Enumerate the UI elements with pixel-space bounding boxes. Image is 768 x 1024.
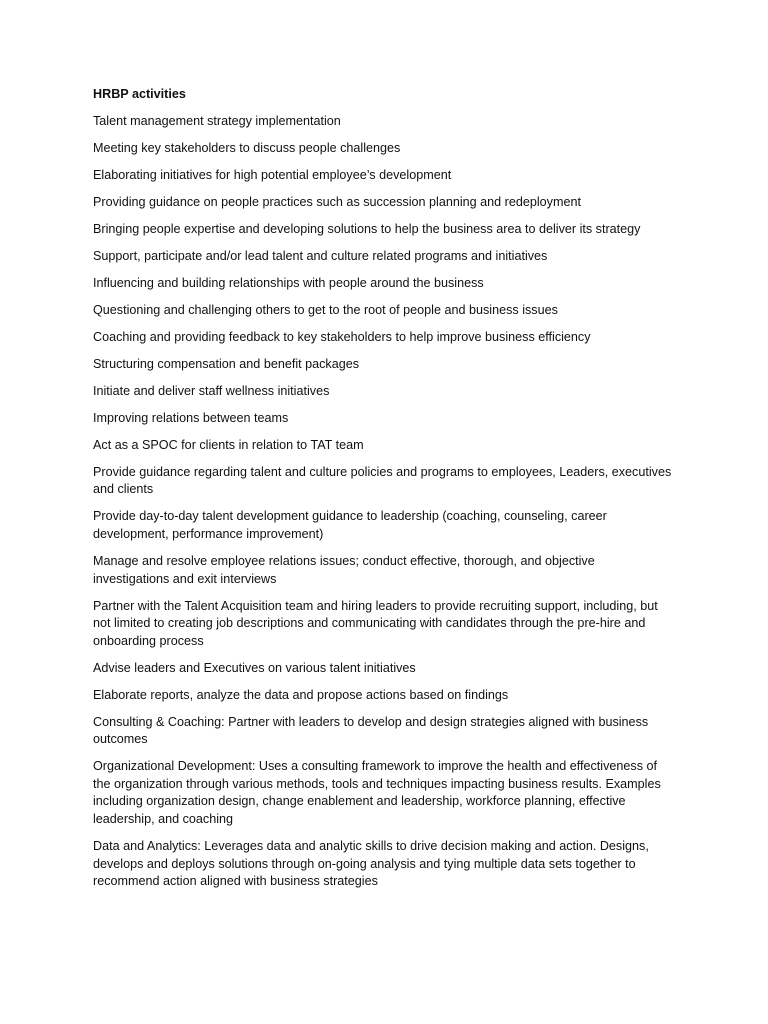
activity-item: Provide day-to-day talent development guidance to leadership (coaching, counseling, career development, performance improvement) bbox=[93, 509, 607, 541]
activity-item: Coaching and providing feedback to key stakeholders to help improve business efficiency bbox=[93, 329, 591, 344]
activity-item: Act as a SPOC for clients in relation to TAT team bbox=[93, 437, 364, 452]
activity-item: Consulting & Coaching: Partner with leaders to develop and design strategies aligned with business outcomes bbox=[93, 714, 649, 747]
activity-item: Elaborating initiatives for high potential employee’s development bbox=[93, 167, 452, 182]
activity-item: Elaborate reports, analyze the data and propose actions based on findings bbox=[93, 687, 509, 702]
activity-item: Improving relations between teams bbox=[93, 410, 289, 425]
activity-item: Providing guidance on people practices such as succession planning and redeployment bbox=[93, 194, 581, 209]
activity-item: Meeting key stakeholders to discuss people challenges bbox=[93, 140, 401, 155]
activity-item: Organizational Development: Uses a consulting framework to improve the health and effectiveness of the organization through various methods, tools and techniques impacting business results. Examples including organization design, change enablement and leadership, workforce planning, effective leadership, and coaching bbox=[93, 759, 661, 827]
activity-item: Advise leaders and Executives on various talent initiatives bbox=[93, 660, 416, 675]
activity-item: Bringing people expertise and developing solutions to help the business area to deliver its strategy bbox=[93, 221, 641, 236]
activity-item: Provide guidance regarding talent and culture policies and programs to employees, Leaders, executives and clients bbox=[93, 464, 672, 497]
document-content bbox=[93, 86, 673, 900]
activity-item: Structuring compensation and benefit packages bbox=[93, 356, 360, 371]
activity-item: Initiate and deliver staff wellness initiatives bbox=[93, 383, 330, 398]
activity-item: Questioning and challenging others to get to the root of people and business issues bbox=[93, 302, 558, 317]
activity-item: Talent management strategy implementation bbox=[93, 113, 341, 128]
activity-item: Data and Analytics: Leverages data and analytic skills to drive decision making and action. Designs, develops and deploys solutions through on-going analysis and tying multiple data sets together to recommend action aligned with business strategies bbox=[93, 839, 649, 889]
activity-item: Influencing and building relationships with people around the business bbox=[93, 275, 484, 290]
activity-item: Manage and resolve employee relations issues; conduct effective, thorough, and objective investigations and exit interviews bbox=[93, 553, 595, 586]
activity-item: Support, participate and/or lead talent and culture related programs and initiatives bbox=[93, 248, 548, 263]
activity-item: Partner with the Talent Acquisition team and hiring leaders to provide recruiting support, including, but not limited to creating job descriptions and communicating with candidates through the pre-hire and onboarding process bbox=[93, 598, 658, 648]
document-title: HRBP activities bbox=[93, 87, 186, 101]
